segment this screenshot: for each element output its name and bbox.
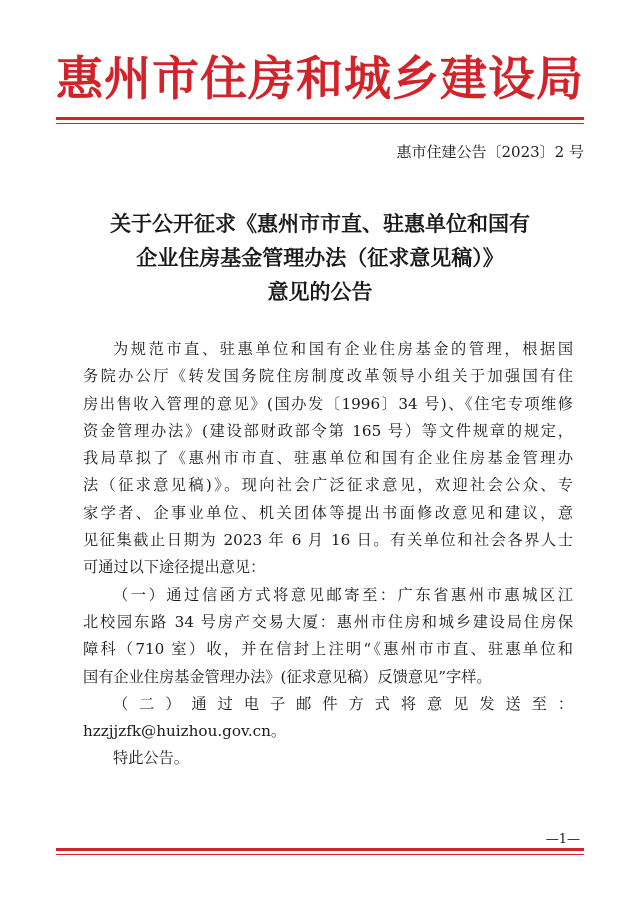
body-line: 我局草拟了《惠州市市直、驻惠单位和国有企业住房基金管理办 <box>83 449 573 468</box>
body-line: 家学者、企事业单位、机关团体等提出书面修改意见和建议，意 <box>83 503 573 522</box>
title-line-1: 关于公开征求《惠州市市直、驻惠单位和国有 <box>110 212 530 236</box>
body-line: 务院办公厅《转发国务院住房制度改革领导小组关于加强国有住 <box>83 367 573 386</box>
header-rule-thin <box>56 123 584 124</box>
title-line-3: 意见的公告 <box>267 280 373 304</box>
body-line: 北校园东路 34 号房产交易大厦：惠州市住房和城乡建设局住房保 <box>83 612 573 631</box>
body-line: 房出售收入管理的意见》(国办发〔1996〕34 号)、《住宅专项维修 <box>83 394 573 413</box>
body-line: 障科（710 室）收，并在信封上注明“《惠州市市直、驻惠单位和 <box>83 640 573 659</box>
document-number: 惠市住建公告〔2023〕2 号 <box>396 143 584 161</box>
email-address: hzzjjzfk@huizhou.gov.cn。 <box>83 722 287 741</box>
body-line: （二）通过电子邮件方式将意见发送至： <box>113 694 573 713</box>
title-line-2: 企业住房基金管理办法（征求意见稿）》 <box>136 246 504 270</box>
body-line: 国有企业住房基金管理办法》(征求意见稿）反馈意见”字样。 <box>83 667 492 686</box>
closing-line: 特此公告。 <box>113 749 189 768</box>
organization-header: 惠州市住房和城乡建设局 <box>56 52 584 107</box>
footer-rule-thin <box>56 854 584 855</box>
announcement-title <box>0 207 640 309</box>
page-number: —1— <box>545 832 580 847</box>
body-line: 资金管理办法》(建设部财政部令第 165 号）等文件规章的规定， <box>83 421 573 440</box>
header-rule-thick <box>56 117 584 120</box>
body-line: 为规范市直、驻惠单位和国有企业住房基金的管理，根据国 <box>113 340 573 358</box>
body-line: 可通过以下途径提出意见： <box>83 558 266 577</box>
footer-rule-thick <box>56 848 584 851</box>
body-line: 见征集截止日期为 2023 年 6 月 16 日。有关单位和社会各界人士 <box>83 531 573 550</box>
announcement-body <box>83 336 573 773</box>
body-line: （一）通过信函方式将意见邮寄至：广东省惠州市惠城区江 <box>113 585 573 604</box>
body-line: 法（征求意见稿)》。现向社会广泛征求意见，欢迎社会公众、专 <box>83 476 573 495</box>
